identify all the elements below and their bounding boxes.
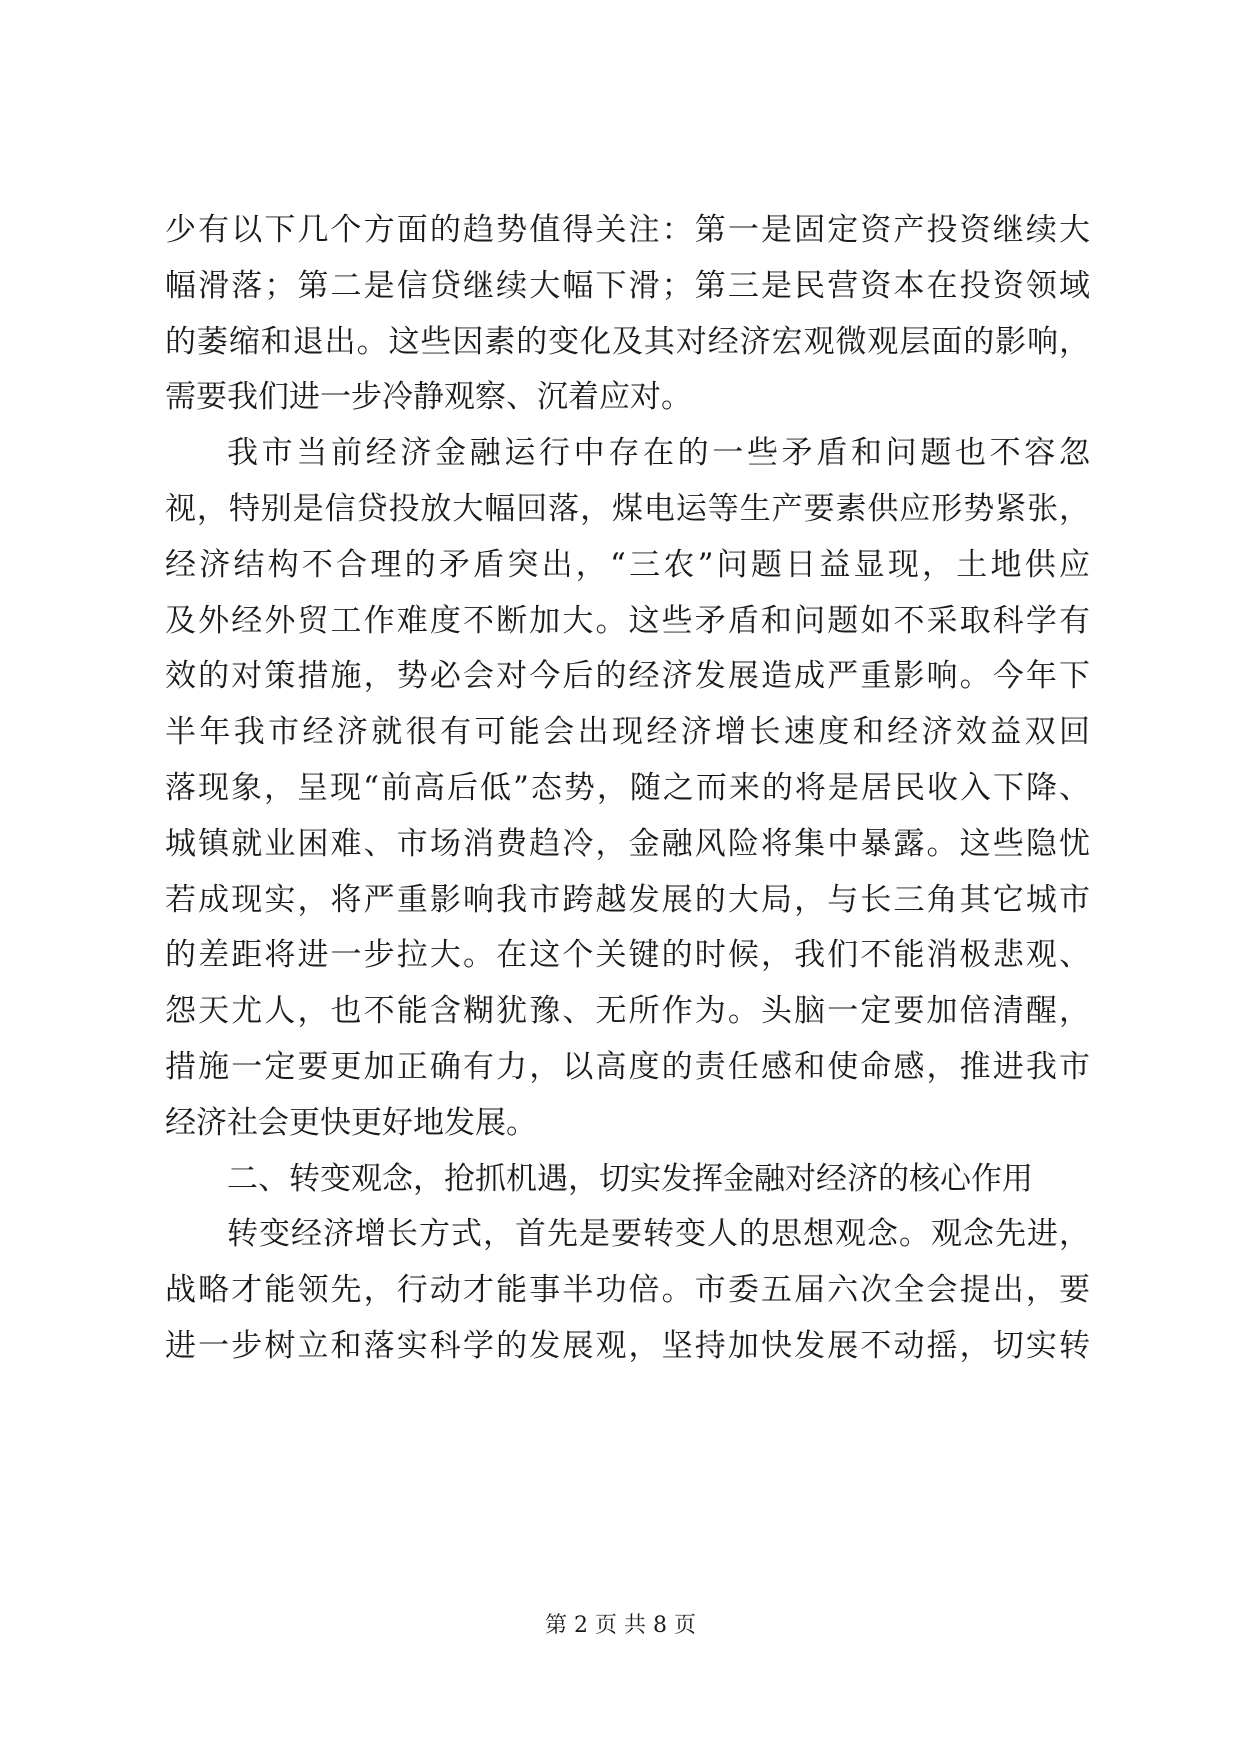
text-line: 视，特别是信贷投放大幅回落，煤电运等生产要素供应形势紧张， bbox=[165, 490, 1090, 527]
text-line: 的萎缩和退出。这些因素的变化及其对经济宏观微观层面的影响， bbox=[165, 323, 1090, 360]
text-line: 城镇就业困难、市场消费趋冷，金融风险将集中暴露。这些隐忧 bbox=[165, 825, 1090, 862]
text-line: 效的对策措施，势必会对今后的经济发展造成严重影响。今年下 bbox=[165, 658, 1090, 695]
page-number-footer: 第 2 页 共 8 页 bbox=[545, 1613, 696, 1638]
text-line: 经济社会更快更好地发展。 bbox=[165, 1104, 537, 1141]
text-line: 进一步树立和落实科学的发展观，坚持加快发展不动摇，切实转 bbox=[165, 1327, 1090, 1364]
document-body bbox=[165, 203, 1090, 1375]
text-line: 经济结构不合理的矛盾突出，“三农”问题日益显现，土地供应 bbox=[165, 546, 1090, 583]
text-line: 的差距将进一步拉大。在这个关键的时候，我们不能消极悲观、 bbox=[165, 937, 1090, 974]
text-line: 我市当前经济金融运行中存在的一些矛盾和问题也不容忽 bbox=[227, 435, 1090, 472]
text-line: 及外经外贸工作难度不断加大。这些矛盾和问题如不采取科学有 bbox=[165, 602, 1090, 639]
text-line: 幅滑落；第二是信贷继续大幅下滑；第三是民营资本在投资领域 bbox=[165, 267, 1090, 304]
text-line: 若成现实，将严重影响我市跨越发展的大局，与长三角其它城市 bbox=[165, 881, 1090, 918]
text-line: 战略才能领先，行动才能事半功倍。市委五届六次全会提出，要 bbox=[165, 1272, 1090, 1309]
section-heading: 二、转变观念，抢抓机遇，切实发挥金融对经济的核心作用 bbox=[227, 1160, 1033, 1197]
text-line: 少有以下几个方面的趋势值得关注：第一是固定资产投资继续大 bbox=[165, 212, 1090, 248]
text-line: 落现象，呈现“前高后低”态势，随之而来的将是居民收入下降、 bbox=[165, 769, 1090, 806]
text-line: 半年我市经济就很有可能会出现经济增长速度和经济效益双回 bbox=[165, 714, 1090, 751]
text-line: 怨天尤人，也不能含糊犹豫、无所作为。头脑一定要加倍清醒， bbox=[165, 993, 1090, 1030]
text-line: 需要我们进一步冷静观察、沉着应对。 bbox=[165, 379, 692, 416]
text-line: 措施一定要更加正确有力，以高度的责任感和使命感，推进我市 bbox=[165, 1048, 1090, 1085]
text-line: 转变经济增长方式，首先是要转变人的思想观念。观念先进， bbox=[227, 1216, 1090, 1253]
